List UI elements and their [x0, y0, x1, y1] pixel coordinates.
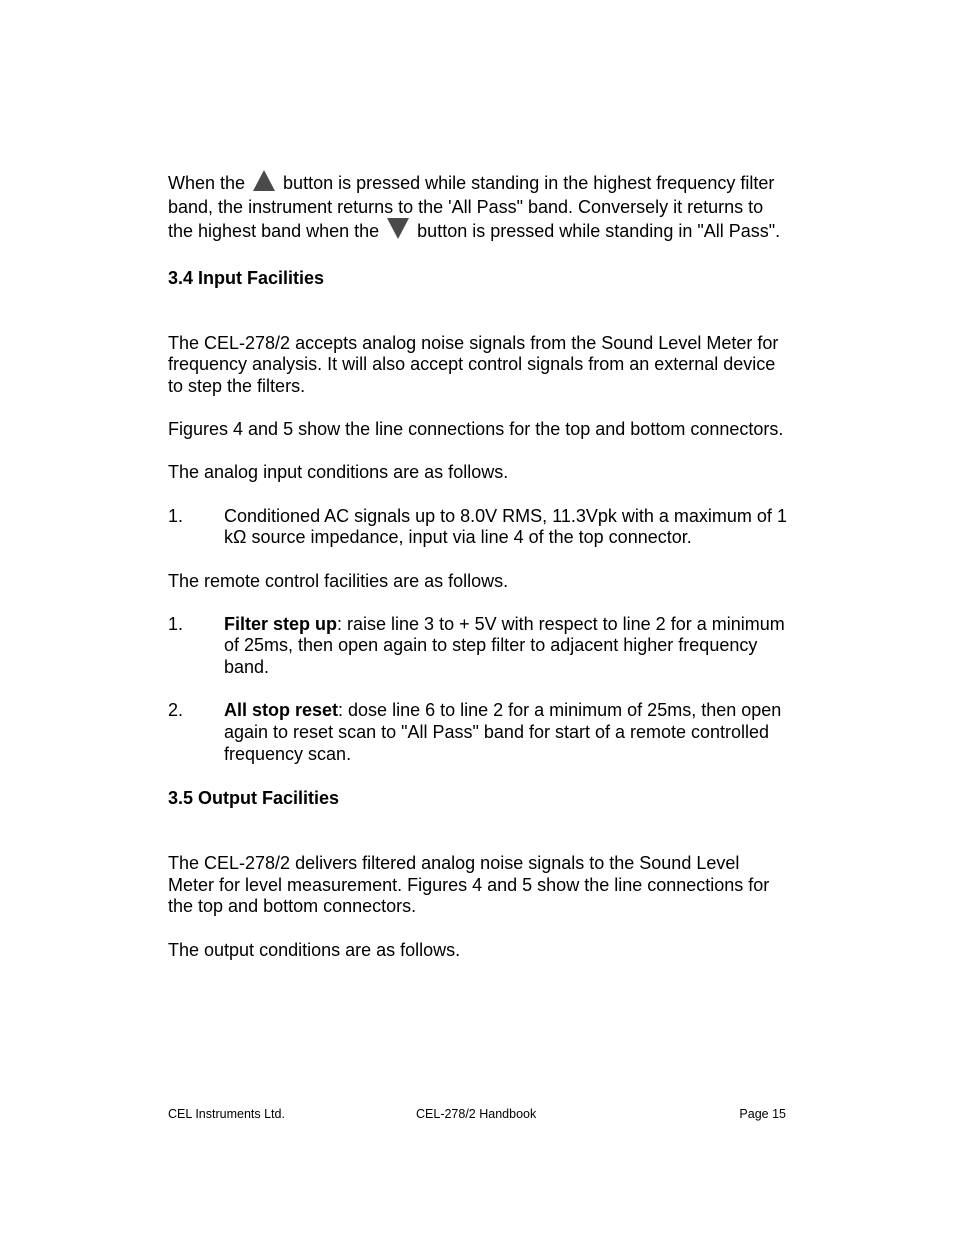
input-paragraph-3: The analog input conditions are as follows.: [168, 462, 509, 483]
list-text: [224, 700, 790, 765]
output-paragraph-1: The CEL-278/2 delivers filtered analog noise signals to the Sound Level Meter for level measurement. Figures 4 and 5 show the line connections for the top and bottom connectors.: [168, 852, 770, 917]
list-term: Filter step up: [224, 613, 338, 634]
intro-paragraph: [168, 170, 790, 245]
intro-text-a: When the: [168, 173, 251, 193]
list-number: 2.: [168, 700, 184, 721]
input-paragraph-1: The CEL-278/2 accepts analog noise signals from the Sound Level Meter for frequency analysis. It will also accept control signals from an external device to step the filters.: [168, 332, 779, 397]
intro-text-c: button is pressed while standing in "All Pass".: [412, 221, 781, 242]
remote-list-item: [168, 700, 790, 765]
up-triangle-icon: [253, 170, 275, 197]
input-paragraph-4: The remote control facilities are as follows.: [168, 570, 509, 591]
list-description: : dose line 6 to line 2 for a minimum of 25ms, then open again to reset scan to "All Pass" band for start of a remote controlled frequency scan.: [224, 700, 782, 764]
list-description: : raise line 3 to + 5V with respect to line 2 for a minimum of 25ms, then open again to step filter to adjacent higher frequency band.: [224, 613, 785, 678]
intro-text-b: button is pressed while standing in the highest frequency filter band, the instrument returns to the 'All Pass" band. Conversely it returns to the highest band when the: [168, 173, 775, 242]
footer-title: CEL-278/2 Handbook: [416, 1107, 537, 1121]
footer-company: CEL Instruments Ltd.: [168, 1107, 285, 1121]
input-list-item: [168, 506, 790, 549]
list-number: 1.: [168, 613, 184, 634]
down-triangle-icon: [387, 218, 409, 245]
section-heading-output: 3.5 Output Facilities: [168, 787, 340, 808]
remote-list-item: [168, 614, 790, 679]
footer-page-number: Page 15: [739, 1107, 786, 1121]
output-paragraph-2: The output conditions are as follows.: [168, 939, 461, 960]
list-number: 1.: [168, 505, 184, 526]
section-heading-input: 3.4 Input Facilities: [168, 267, 325, 288]
page-content: [168, 170, 790, 961]
list-text: [224, 614, 790, 679]
list-text: Conditioned AC signals up to 8.0V RMS, 11.3Vpk with a maximum of 1 kΩ source impedance, input via line 4 of the top connector.: [224, 505, 787, 548]
input-paragraph-2: Figures 4 and 5 show the line connections for the top and bottom connectors.: [168, 419, 784, 440]
list-term: All stop reset: [224, 700, 339, 721]
